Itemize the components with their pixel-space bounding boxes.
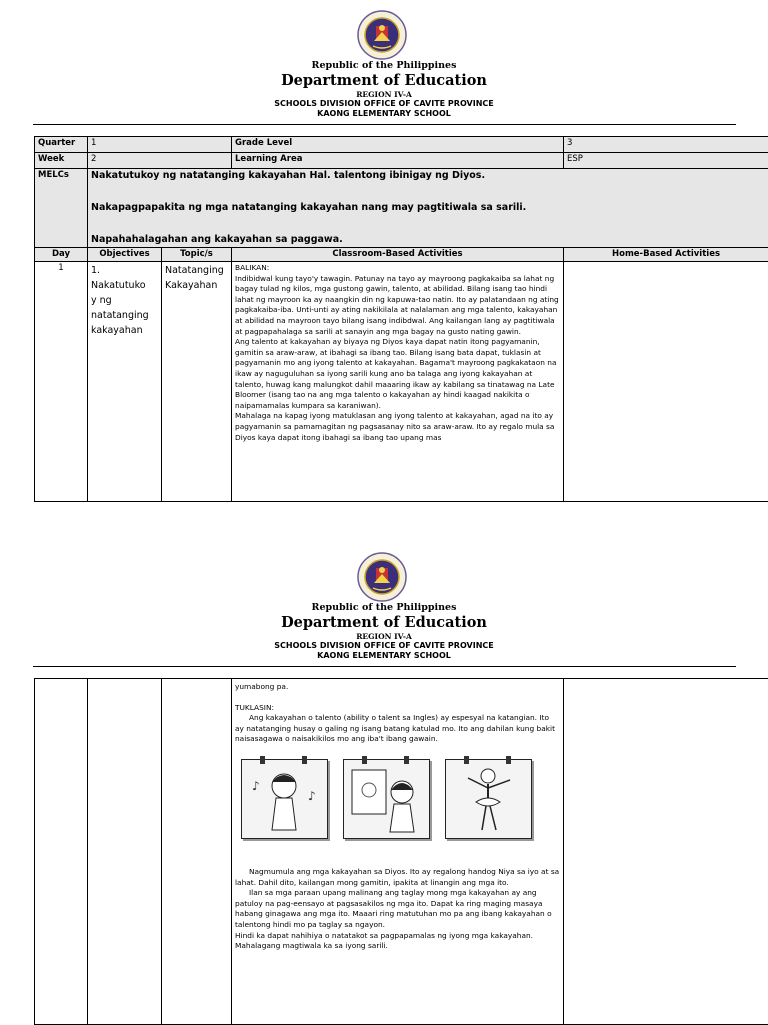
- singing-girl-image: [241, 759, 328, 839]
- activity-paragraph: Ilan sa mga paraan upang malinang ang taglay mong mga kakayahan ay ang patuloy na pag-eensayo at pagsasakilos ng mga ito. Dapat ka ring maging masaya habang ginagawa ang mga ito. Maaari ring matutuhan mo pa ang ibang kakayahan o talentong hindi mo pa taglay sa ngayon.: [235, 888, 560, 930]
- svg-text:♪: ♪: [308, 789, 316, 803]
- objective-line: natatanging: [91, 308, 158, 323]
- header-divider: [33, 666, 736, 667]
- melc-item: Nakapagpapakita ng mga natatanging kakayahan nang may pagtitiwala sa sarili.: [91, 202, 765, 214]
- division-line: SCHOOLS DIVISION OFFICE OF CAVITE PROVINCE: [0, 641, 768, 651]
- activity-paragraph: Hindi ka dapat nahihiya o natatakot sa pagpapamalas ng iyong mga kakayahan. Mahalagang magtiwala ka sa iyong sarili.: [235, 931, 560, 952]
- column-header-objectives: Objectives: [88, 248, 162, 262]
- melc-item: Nakatutukoy ng natatanging kakayahan Hal. talentong ibinigay ng Diyos.: [91, 170, 765, 182]
- deped-seal-icon: [357, 552, 407, 602]
- division-line: SCHOOLS DIVISION OFFICE OF CAVITE PROVINCE: [0, 99, 768, 109]
- section-title-balikan: BALIKAN:: [235, 263, 560, 274]
- topic-line: Natatanging: [165, 263, 228, 278]
- column-header-day: Day: [35, 248, 88, 262]
- objective-line: 1.: [91, 263, 158, 278]
- talent-illustrations: [241, 759, 560, 859]
- day-cell: [35, 679, 88, 1025]
- ballet-dancer-image: [445, 759, 532, 839]
- week-value: 2: [88, 153, 232, 169]
- home-activity-cell: [564, 679, 768, 1025]
- activity-paragraph: Mahalaga na kapag iyong matuklasan ang iyong talento at kakayahan, agad na ito ay pagyamanin sa pamamagitan ng pagsasanay nito sa araw-araw. Ito ay regalo mula sa Diyos kaya dapat itong ibahagi sa ibang tao upang mas: [235, 411, 560, 443]
- column-header-topics: Topic/s: [162, 248, 232, 262]
- section-title-tuklasin: TUKLASIN:: [235, 703, 560, 714]
- learning-area-value: ESP: [564, 153, 768, 169]
- topic-cell: [162, 679, 232, 1025]
- department-title: Department of Education: [0, 614, 768, 631]
- grade-level-value: 3: [564, 137, 768, 153]
- day-cell: 1: [35, 262, 88, 502]
- grade-level-label: Grade Level: [232, 137, 564, 153]
- school-line: KAONG ELEMENTARY SCHOOL: [0, 109, 768, 119]
- objective-cell: [88, 679, 162, 1025]
- column-header-home: Home-Based Activities: [564, 248, 768, 262]
- learning-area-label: Learning Area: [232, 153, 564, 169]
- melcs-label: MELCs: [35, 169, 88, 248]
- quarter-value: 1: [88, 137, 232, 153]
- region-line: REGION IV-A: [0, 632, 768, 641]
- objective-line: kakayahan: [91, 323, 158, 338]
- classroom-activity-cell: [232, 679, 564, 1025]
- objective-line: Nakatutuko: [91, 278, 158, 293]
- week-label: Week: [35, 153, 88, 169]
- topic-line: Kakayahan: [165, 278, 228, 293]
- activity-paragraph: Nagmumula ang mga kakayahan sa Diyos. Ito ay regalong handog Niya sa iyo at sa lahat. Dahil dito, kailangan mong gamitin, ipakita at linangin ang mga ito.: [235, 867, 560, 888]
- republic-line: Republic of the Philippines: [0, 60, 768, 71]
- svg-text:♪: ♪: [252, 779, 260, 793]
- republic-line: Republic of the Philippines: [0, 602, 768, 613]
- quarter-label: Quarter: [35, 137, 88, 153]
- region-line: REGION IV-A: [0, 90, 768, 99]
- activity-paragraph: Ang talento at kakayahan ay biyaya ng Diyos kaya dapat natin itong pagyamanin, gamitin sa araw-araw, at ibahagi sa ibang tao. Bilang isang bata dapat, tuklasin at pagyamanin mo ang iyong talento at kakayahan. Bagama't mayroong pagkakataon na ikaw ay naguguluhan sa iyong sarili kung ano ba talaga ang iyong kakayahan at talento, huwag kang malungkot dahil maaaring ikaw ay kabilang sa tinatawag na Late Bloomer (isang tao na ang mga talento o kakayahan ay hindi kaagad nakikita o naipamamalas kumpara sa karaniwan).: [235, 337, 560, 411]
- activity-paragraph: Ang kakayahan o talento (ability o talent sa Ingles) ay espesyal na katangian. Ito ay natatanging husay o galing ng isang batang katulad mo. Ito ang dahilan kung bakit naisasagawa o naisakikilos mo ang iba't ibang gawain.: [235, 713, 560, 745]
- painting-kids-image: [343, 759, 430, 839]
- melc-item: Napahahalagahan ang kakayahan sa paggawa.: [91, 234, 765, 246]
- lesson-plan-table-continued: [34, 678, 768, 1025]
- department-title: Department of Education: [0, 72, 768, 89]
- activity-paragraph: yumabong pa.: [235, 682, 560, 693]
- objective-line: y ng: [91, 293, 158, 308]
- column-header-classroom: Classroom-Based Activities: [232, 248, 564, 262]
- school-line: KAONG ELEMENTARY SCHOOL: [0, 651, 768, 661]
- activity-paragraph: Indibidwal kung tayo'y tawagin. Patunay na tayo ay mayroong pagkakaiba sa lahat ng bagay tulad ng kilos, mga gustong gawin, talento, at abilidad. Bilang isang tao hindi lahat ng mayroon ka ay naangkin din ng kapuwa-tao natin. Ito ay palatandaan ng ating pagkakaiba-iba. Unti-unti ay ating nakikilala at nalalaman ang mga talento, kakayahan at abilidad na mayroon tayo bilang isang indibdwal. Ang kailangan lang ay pagtitiwala at pagpapahalaga sa sarili at sanayin ang mga bagay na gusto nating gawin.: [235, 274, 560, 338]
- letterhead: [0, 602, 768, 661]
